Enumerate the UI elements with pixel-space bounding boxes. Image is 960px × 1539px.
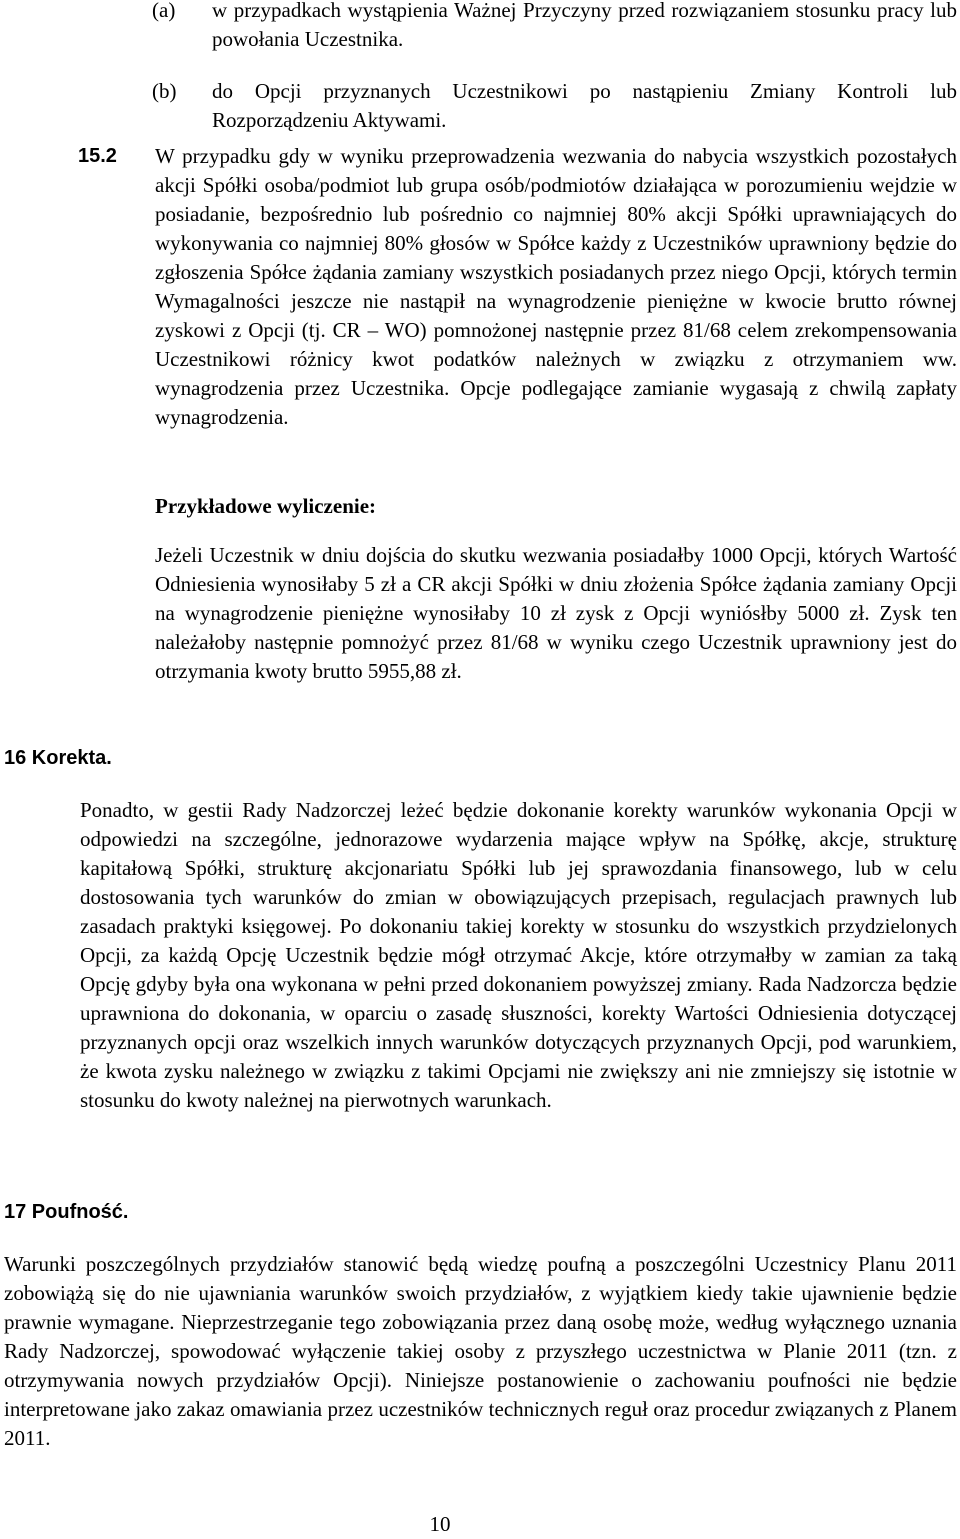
section-15-2-number: 15.2 xyxy=(78,145,117,167)
section-16-heading: 16 Korekta. xyxy=(4,747,112,769)
example-text: Jeżeli Uczestnik w dniu dojścia do skutku wezwania posiadałby 1000 Opcji, których Wartość Odniesienia wynosiłaby 5 zł a CR akcji Spółki w dniu złożenia Spółce żądania zamiany Opcji na wynagrodzenie pieniężne wynosiłaby 10 zł zysk z Opcji wyniósłby 5000 zł. Zysk ten należałoby następnie pomnożyć przez 81/68 w wyniku czego Uczestnik uprawniony jest do otrzymania kwoty brutto 5955,88 zł. xyxy=(155,543,957,683)
item-b-text: do Opcji przyznanych Uczestnikowi po nastąpieniu Zmiany Kontroli lub Rozporządzeniu Aktywami. xyxy=(212,79,957,132)
page-number: 10 xyxy=(429,1512,451,1536)
section-16-text: Ponadto, w gestii Rady Nadzorczej leżeć będzie dokonanie korekty warunków wykonania Opcji w odpowiedzi na szczególne, jednorazowe wydarzenia mające wpływ na Spółkę, akcje, strukturę kapitałową Spółki, strukturę akcjonariatu Spółki lub jej sprawozdania finansowego, lub w celu dostosowania tych warunków do zmian w obowiązujących przepisach, regulacjach prawnych lub zasadach praktyki księgowej. Po dokonaniu takiej korekty w stosunku do wszystkich przydzielonych Opcji, za każdą Opcję Uczestnik będzie mógł otrzymać Akcje, które otrzymałby w zamian za taką Opcję gdyby była ona wykonana w pełni przed dokonaniem powyższej zmiany. Rada Nadzorcza będzie uprawniona do dokonania, w oparciu o zasadę słuszności, korekty Wartości Odniesienia dotyczącej przyznanych opcji oraz wszelkich innych warunków dotyczących przyznanych Opcji, pod warunkiem, że kwota zysku należnego w związku z takimi Opcjami nie zwiększy ani nie zmniejszy się istotnie w stosunku do kwoty należnej na pierwotnych warunkach. xyxy=(80,798,957,1112)
example-heading: Przykładowe wyliczenie: xyxy=(155,494,377,518)
item-a-text: w przypadkach wystąpienia Ważnej Przyczyny przed rozwiązaniem stosunku pracy lub powołania Uczestnika. xyxy=(212,0,957,51)
item-a-label: (a) xyxy=(152,0,176,22)
section-17-text: Warunki poszczególnych przydziałów stanowić będą wiedzę poufną a poszczególni Uczestnicy Planu 2011 zobowiążą się do nie ujawniania warunków swoich przydziałów, z wyjątkiem kiedy takie ujawnienie będzie prawnie wymagane. Nieprzestrzeganie tego zobowiązania przez daną osobę może, według wyłącznego uznania Rady Nadzorczej, spowodować wyłączenie takiej osoby z przyszłego uczestnictwa w Planie 2011 (tzn. z otrzymywania nowych przydziałów Opcji). Niniejsze postanowienie o zachowaniu poufności nie będzie interpretowane jako zakaz omawiania przez uczestników technicznych reguł oraz procedur związanych z Planem 2011. xyxy=(4,1252,957,1450)
section-17-heading: 17 Poufność. xyxy=(4,1201,129,1223)
section-15-2-text: W przypadku gdy w wyniku przeprowadzenia wezwania do nabycia wszystkich pozostałych akcji Spółki osoba/podmiot lub grupa osób/podmiotów działająca w porozumieniu wejdzie w posiadanie, bezpośrednio lub pośrednio co najmniej 80% akcji Spółki uprawniających do wykonywania co najmniej 80% głosów w Spółce każdy z Uczestników uprawniony będzie do zgłoszenia Spółce żądania zamiany wszystkich posiadanych przez niego Opcji, których termin Wymagalności jeszcze nie nastąpił na wynagrodzenie pieniężne w kwocie brutto równej zyskowi z Opcji (tj. CR – WO) pomnożonej następnie przez 81/68 celem zrekompensowania Uczestnikowi różnicy kwot podatków należnych w związku z otrzymaniem ww. wynagrodzenia przez Uczestnika. Opcje podlegające zamianie wygasają z chwilą zapłaty wynagrodzenia. xyxy=(155,144,957,429)
item-b-label: (b) xyxy=(152,79,177,103)
